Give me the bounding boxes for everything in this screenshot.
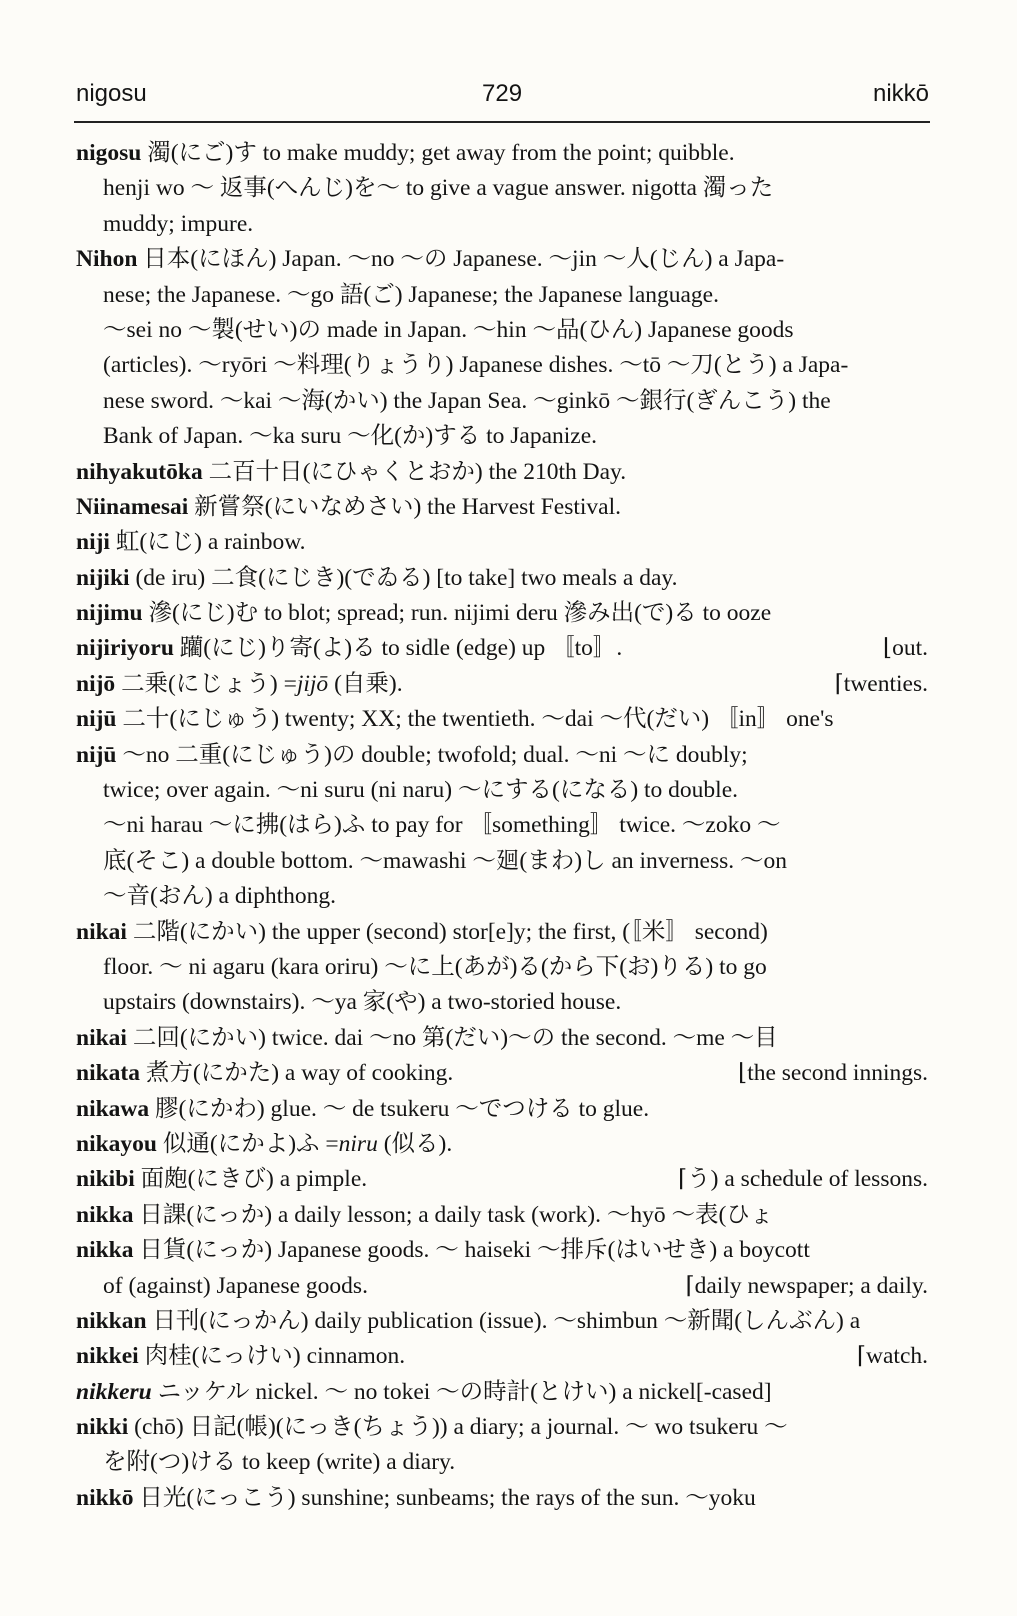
dictionary-entry-line bbox=[76, 455, 928, 490]
definition-text: twice; over again. ～ni suru (ni naru) ～にする(になる) to double. bbox=[103, 777, 739, 804]
dictionary-entry-line bbox=[76, 136, 928, 171]
definition-text: 肉桂(にっけい) cinnamon. bbox=[138, 1343, 406, 1370]
entry-continuation-line bbox=[76, 808, 928, 843]
entry-continuation-line bbox=[76, 171, 928, 206]
entry-continuation-line bbox=[76, 1269, 928, 1304]
definition-text: 底(そこ) a double bottom. ～mawashi ～廻(まわ)し an inverness. ～on bbox=[103, 847, 788, 874]
entry-continuation-line bbox=[76, 207, 928, 242]
entry-continuation-line bbox=[76, 313, 928, 348]
headword: nihyakutōka bbox=[76, 458, 203, 485]
definition-text: 二乗(にじょう) = bbox=[115, 670, 297, 697]
headword: nikayou bbox=[76, 1130, 157, 1157]
definition-text: 二百十日(にひゃくとおか) the 210th Day. bbox=[202, 458, 627, 485]
definition-text: 二階(にかい) the upper (second) stor[e]y; the first, (〚米〛 second) bbox=[126, 918, 768, 945]
entry-continuation-line bbox=[76, 773, 928, 808]
headword: nijō bbox=[76, 670, 116, 697]
entry-continuation-line bbox=[76, 384, 928, 419]
header-rule bbox=[74, 121, 930, 123]
dictionary-entry-line bbox=[76, 1233, 928, 1268]
definition-text: 新嘗祭(にいなめさい) the Harvest Festival. bbox=[188, 493, 622, 520]
dictionary-entry-line bbox=[76, 1198, 928, 1233]
dictionary-entry-line bbox=[76, 490, 928, 525]
definition-text: ニッケル nickel. ～ no tokei ～の時計(とけい) a nickel[-cased] bbox=[151, 1378, 772, 1405]
definition-text: 煮方(にかた) a way of cooking. bbox=[140, 1060, 454, 1087]
italic-cross-reference: jijō bbox=[296, 670, 329, 697]
definition-text: upstairs (downstairs). ～ya 家(や) a two-storied house. bbox=[103, 989, 622, 1016]
overflow-continuation: ⌊out. bbox=[882, 635, 928, 662]
definition-text: 似通(にかよ)ふ = bbox=[157, 1130, 339, 1157]
definition-text-tail: (似る). bbox=[377, 1130, 453, 1157]
page-number: 729 bbox=[482, 80, 523, 107]
definition-text: 日課(にっか) a daily lesson; a daily task (work). ～hyō ～表(ひょ bbox=[133, 1201, 774, 1228]
entry-continuation-line bbox=[76, 278, 928, 313]
definition-text: 躪(にじ)り寄(よ)る to sidle (edge) up 〚to〛. bbox=[173, 635, 623, 662]
dictionary-entry-line bbox=[76, 1127, 928, 1162]
headword: nijū bbox=[76, 706, 117, 733]
entry-continuation-line bbox=[76, 844, 928, 879]
definition-text: floor. ～ ni agaru (kara oriru) ～に上(あが)る(から下(お)りる) to go bbox=[103, 953, 767, 980]
definition-text: (articles). ～ryōri ～料理(りょうり) Japanese dishes. ～tō ～刀(とう) a Japa- bbox=[103, 352, 849, 379]
headword: nikka bbox=[76, 1201, 134, 1228]
entry-continuation-line bbox=[76, 419, 928, 454]
definition-text: を附(つ)ける to keep (write) a diary. bbox=[103, 1449, 456, 1476]
headword: nijiriyoru bbox=[76, 635, 174, 662]
dictionary-entry-line bbox=[76, 1339, 928, 1374]
headword: nikkō bbox=[76, 1484, 134, 1511]
headword: nijiki bbox=[76, 564, 130, 591]
headword: nikai bbox=[76, 918, 127, 945]
definition-text-tail: (自乗). bbox=[328, 670, 403, 697]
dictionary-entry-line bbox=[76, 631, 928, 666]
italic-cross-reference: niru bbox=[338, 1130, 378, 1157]
definition-text: 虹(にじ) a rainbow. bbox=[109, 529, 306, 556]
definition-text: 面皰(にきび) a pimple. bbox=[134, 1166, 368, 1193]
headword: nikki bbox=[76, 1414, 129, 1441]
definition-text: nese; the Japanese. ～go 語(ご) Japanese; the Japanese language. bbox=[103, 281, 719, 308]
dictionary-entry-line bbox=[76, 915, 928, 950]
headword: nikkeru bbox=[76, 1378, 152, 1405]
definition-text: (de iru) 二食(にじき)(でゐる) [to take] two meals a day. bbox=[129, 564, 678, 591]
dictionary-entry-line bbox=[76, 1375, 928, 1410]
entry-continuation-line bbox=[76, 1445, 928, 1480]
definition-text: 膠(にかわ) glue. ～ de tsukeru ～でつける to glue. bbox=[149, 1095, 650, 1122]
headword: nikkan bbox=[76, 1307, 147, 1334]
definition-text: 二回(にかい) twice. dai ～no 第(だい)～の the second. ～me ～目 bbox=[126, 1024, 778, 1051]
definition-text: henji wo ～ 返事(へんじ)を～ to give a vague answer. nigotta 濁った bbox=[103, 175, 774, 202]
headword: Nihon bbox=[76, 246, 138, 273]
definition-text: ～sei no ～製(せい)の made in Japan. ～hin ～品(ひん) Japanese goods bbox=[103, 316, 794, 343]
dictionary-entry-line bbox=[76, 1481, 928, 1516]
definition-text: 二十(にじゅう) twenty; XX; the twentieth. ～dai ～代(だい) 〚in〛 one's bbox=[116, 706, 834, 733]
headword: nijū bbox=[76, 741, 117, 768]
running-head-left: nigosu bbox=[76, 80, 147, 107]
overflow-continuation: ⌈watch. bbox=[856, 1343, 928, 1370]
definition-text: 日刊(にっかん) daily publication (issue). ～shimbun ～新聞(しんぶん) a bbox=[146, 1307, 861, 1334]
definition-text: nese sword. ～kai ～海(かい) the Japan Sea. ～ginkō ～銀行(ぎんこう) the bbox=[103, 387, 831, 414]
definition-text: Bank of Japan. ～ka suru ～化(か)する to Japanize. bbox=[103, 423, 598, 450]
dictionary-entry-line bbox=[76, 1092, 928, 1127]
dictionary-entry-line bbox=[76, 525, 928, 560]
definition-text: ～音(おん) a diphthong. bbox=[103, 883, 337, 910]
dictionary-entry-line bbox=[76, 1021, 928, 1056]
dictionary-entry-line bbox=[76, 1162, 928, 1197]
headword: nikai bbox=[76, 1024, 127, 1051]
entry-continuation-line bbox=[76, 348, 928, 383]
definition-text: 日光(にっこう) sunshine; sunbeams; the rays of the sun. ～yoku bbox=[133, 1484, 756, 1511]
headword: nikawa bbox=[76, 1095, 150, 1122]
dictionary-entry-line bbox=[76, 242, 928, 277]
definition-text: ～no 二重(にじゅう)の double; twofold; dual. ～ni ～に doubly; bbox=[116, 741, 748, 768]
headword: nijimu bbox=[76, 600, 143, 627]
overflow-continuation: ⌈う) a schedule of lessons. bbox=[678, 1166, 928, 1193]
headword: Niinamesai bbox=[76, 493, 189, 520]
definition-text: (chō) 日記(帳)(にっき(ちょう)) a diary; a journal. ～ wo tsukeru ～ bbox=[128, 1414, 788, 1441]
dictionary-entry-line bbox=[76, 561, 928, 596]
entry-continuation-line bbox=[76, 985, 928, 1020]
dictionary-entry-line bbox=[76, 738, 928, 773]
headword: nikkei bbox=[76, 1343, 139, 1370]
headword: nikka bbox=[76, 1237, 134, 1264]
dictionary-entry-line bbox=[76, 1304, 928, 1339]
headword: niji bbox=[76, 529, 110, 556]
running-head-right: nikkō bbox=[872, 80, 929, 107]
headword: nigosu bbox=[76, 140, 142, 166]
dictionary-entry-line bbox=[76, 667, 928, 702]
definition-text: 日貨(にっか) Japanese goods. ～ haiseki ～排斥(はいせき) a boycott bbox=[133, 1237, 810, 1264]
dictionary-entries bbox=[76, 136, 928, 1516]
headword: nikata bbox=[76, 1060, 140, 1087]
dictionary-entry-line bbox=[76, 596, 928, 631]
entry-continuation-line bbox=[76, 879, 928, 914]
overflow-continuation: ⌊the second innings. bbox=[738, 1060, 928, 1087]
definition-text: of (against) Japanese goods. bbox=[103, 1272, 368, 1299]
headword: nikibi bbox=[76, 1166, 135, 1193]
definition-text: 濁(にご)す to make muddy; get away from the point; quibble. bbox=[141, 140, 735, 166]
overflow-continuation: ⌈twenties. bbox=[834, 670, 928, 697]
dictionary-entry-line bbox=[76, 1056, 928, 1091]
dictionary-entry-line bbox=[76, 702, 928, 737]
entry-continuation-line bbox=[76, 950, 928, 985]
dictionary-entry-line bbox=[76, 1410, 928, 1445]
definition-text: 日本(にほん) Japan. ～no ～の Japanese. ～jin ～人(じん) a Japa- bbox=[137, 246, 785, 273]
definition-text: ～ni harau ～に拂(はら)ふ to pay for 〚something〛 twice. ～zoko ～ bbox=[103, 812, 781, 839]
overflow-continuation: ⌈daily newspaper; a daily. bbox=[685, 1272, 928, 1299]
definition-text: 滲(にじ)む to blot; spread; run. nijimi deru 滲み出(で)る to ooze bbox=[142, 600, 772, 627]
definition-text: muddy; impure. bbox=[103, 210, 254, 237]
